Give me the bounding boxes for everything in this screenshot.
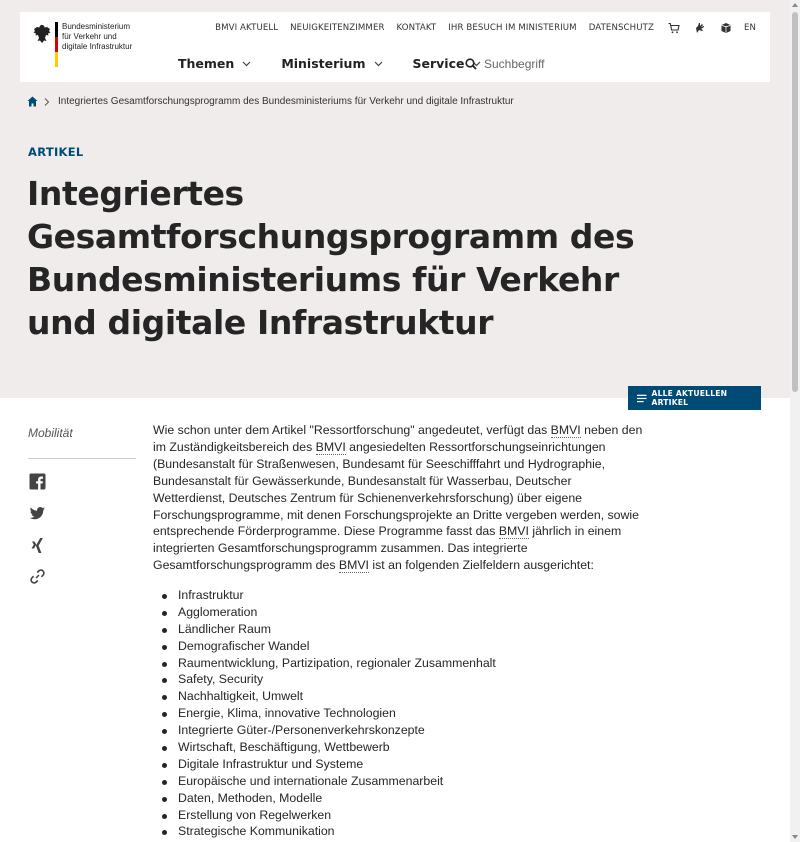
logo-line: für Verkehr und [62,32,117,41]
easy-language-icon[interactable] [720,22,732,34]
facebook-icon[interactable] [29,473,46,490]
page-title: Integriertes Gesamtforschungsprogramm des Bundesministeriums für Verkehr und digitale Infrastruktur [27,174,635,342]
german-flag-stripe [55,22,58,67]
search-field[interactable] [465,57,545,71]
list-item: Wirtschaft, Beschäftigung, Wettbewerb [160,739,496,756]
list-item: Demografischer Wandel [160,638,496,655]
chevron-down-icon [374,61,383,67]
link-datenschutz[interactable]: DATENSCHUTZ [588,23,654,33]
article-category: Mobilität [28,426,73,440]
federal-eagle-icon [33,24,51,44]
link-besuch[interactable]: IHR BESUCH IM MINISTERIUM [448,23,577,33]
scrollbar-thumb[interactable] [792,12,798,392]
scroll-up-arrow-icon[interactable] [792,3,798,7]
scroll-down-arrow-icon[interactable] [792,835,798,839]
list-item: Daten, Methoden, Modelle [160,790,496,807]
service-navigation [203,22,756,34]
list-item: Raumentwicklung, Partizipation, regionaler Zusammenhalt [160,655,496,672]
list-item: Infrastruktur [160,587,496,604]
link-icon[interactable] [29,568,46,585]
link-bmvi-aktuell[interactable]: BMVI AKTUELL [215,23,279,33]
logo-line: digitale Infrastruktur [62,42,133,51]
text-segment: neben den im Zuständigkeitsbereich des [153,423,643,454]
list-item: Digitale Infrastruktur und Systeme [160,756,496,773]
nav-item-themen[interactable] [178,56,251,71]
target-fields-list [160,587,496,840]
xing-icon[interactable] [29,537,46,554]
nav-item-label: Ministerium [281,56,366,71]
text-segment: ist an folgenden Zielfeldern ausgerichtet: [368,558,594,573]
breadcrumb-current: Integriertes Gesamtforschungsprogramm des Bundesministeriums für Verkehr und digitale Infrastruktur [58,96,514,107]
abbreviation-bmvi[interactable]: BMVI [315,439,346,454]
text-segment: jährlich in einem integrierten Gesamtforschungsprogramm zusammen. Das integrierte Gesamtforschungsprogramm des [153,524,622,573]
list-item: Erstellung von Regelwerken [160,807,496,824]
logo-text [62,22,132,52]
list-item: Strategische Kommunikation [160,823,496,840]
main-navigation [178,56,511,71]
breadcrumb [27,96,514,107]
text-segment: Wie schon unter dem Artikel "Ressortforschung" angedeutet, verfügt das [153,423,551,437]
home-icon[interactable] [27,96,38,107]
article-intro [153,422,645,574]
twitter-icon[interactable] [29,505,46,522]
list-item: Ländlicher Raum [160,621,496,638]
text-segment: angesiedelten Ressortforschungseinrichtungen (Bundesanstalt für Straßenwesen, Bundesamt für Seeschifffahrt und Hydrographie, Bundesanstalt für Gewässerkunde, Bundesanstalt für Wasserbau, Deutscher Wetterdienst, Deutsches Zentrum für Schienenverkehrsforschung) über eigene Forschungsprogramme, mit denen Forschungsprojekte an Dritte vergeben werden, sowie entsprechende Förderprogramme. Diese Programme fasst das [153,439,639,539]
site-header [20,12,770,82]
abbreviation-bmvi[interactable]: BMVI [498,524,529,539]
list-item: Nachhaltigkeit, Umwelt [160,688,496,705]
abbreviation-bmvi[interactable]: BMVI [550,423,581,437]
nav-item-label: Themen [178,56,235,71]
nav-item-label: Service [412,56,465,71]
article-kicker: ARTIKEL [28,145,84,159]
sign-language-icon[interactable] [694,22,706,34]
language-switch-en[interactable]: EN [743,23,756,33]
link-kontakt[interactable]: KONTAKT [396,23,437,33]
cart-icon[interactable] [668,22,680,34]
list-item: Safety, Security [160,671,496,688]
chevron-down-icon [242,61,251,67]
page-scrollbar[interactable] [790,0,800,842]
search-placeholder: Suchbegriff [484,57,545,71]
all-articles-label: ALLE AKTUELLEN ARTIKEL [651,389,728,407]
link-neuigkeitenzimmer[interactable]: NEUIGKEITENZIMMER [290,23,385,33]
sidebar-divider [28,458,136,459]
list-item: Energie, Klima, innovative Technologien [160,705,496,722]
list-item: Europäische und internationale Zusammenarbeit [160,773,496,790]
breadcrumb-separator-icon [44,98,50,106]
list-item: Integrierte Güter-/Personenverkehrskonzepte [160,722,496,739]
nav-item-ministerium[interactable] [281,56,382,71]
logo-line: Bundesministerium [62,22,131,31]
list-icon [637,394,647,403]
all-articles-button[interactable] [628,386,761,410]
ministry-logo[interactable] [33,22,143,78]
list-item: Agglomeration [160,604,496,621]
search-icon [465,58,477,70]
abbreviation-bmvi[interactable]: BMVI [338,558,369,573]
